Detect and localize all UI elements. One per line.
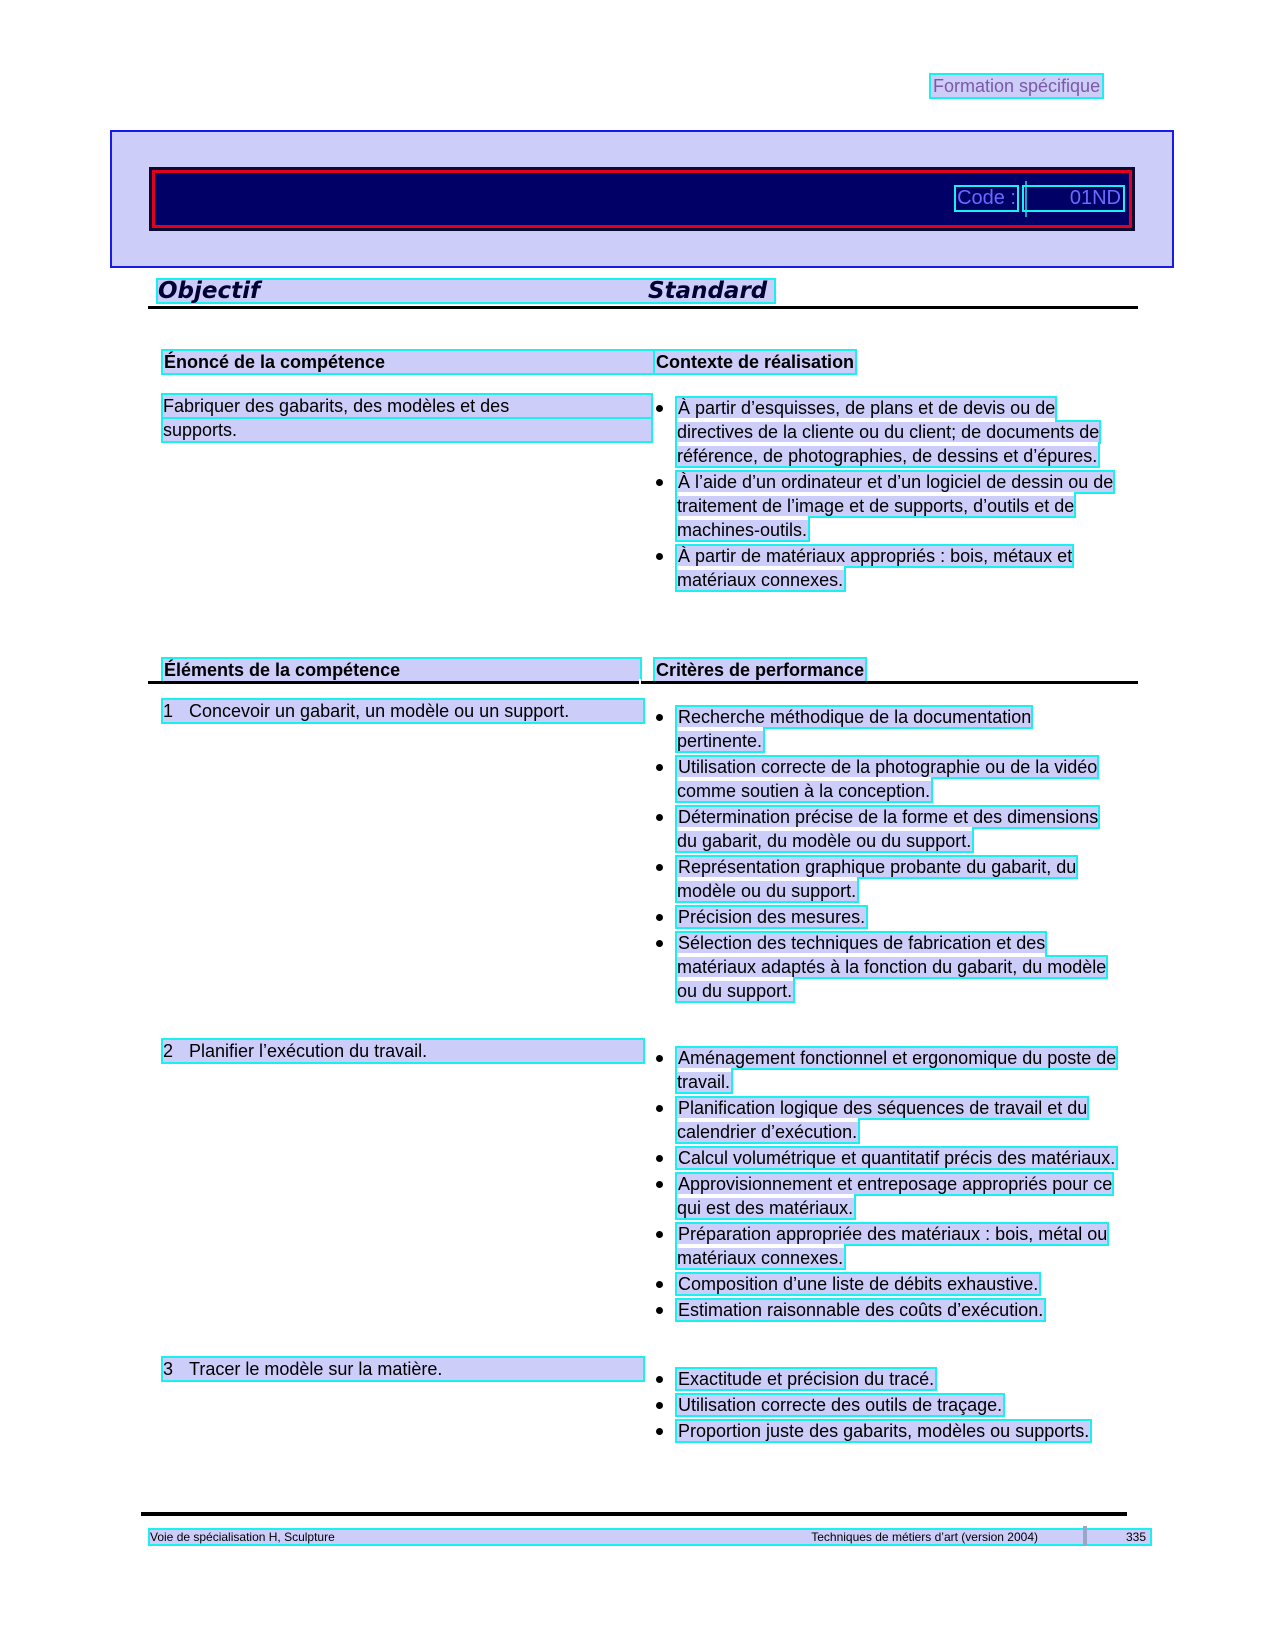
element-number: 1	[163, 701, 174, 721]
bullet-icon	[656, 714, 663, 721]
bullet-icon	[656, 479, 663, 486]
list-item: Représentation graphique probante du gabarit, du modèle ou du support.	[677, 855, 1122, 903]
list-item: À partir de matériaux appropriés : bois, métaux et matériaux connexes.	[677, 544, 1122, 592]
standard-label: Standard	[648, 278, 768, 304]
list-item: Exactitude et précision du tracé.	[677, 1367, 1122, 1391]
bullet-icon	[656, 1376, 663, 1383]
footer-left-text: Voie de spécialisation H, Sculpture	[150, 1530, 335, 1544]
element-3	[163, 1358, 643, 1380]
element-number: 3	[163, 1359, 174, 1379]
list-item: Recherche méthodique de la documentation pertinente.	[677, 705, 1122, 753]
bullet-icon	[656, 1105, 663, 1112]
enonce-heading: Énoncé de la compétence	[163, 351, 653, 373]
bullet-icon	[656, 1181, 663, 1188]
enonce-text	[163, 395, 651, 441]
enonce-line: Fabriquer des gabarits, des modèles et des	[163, 395, 651, 417]
rule-gap	[639, 679, 641, 685]
element-text: Tracer le modèle sur la matière.	[189, 1359, 443, 1379]
middle-rule	[148, 681, 1138, 684]
bullet-icon	[656, 814, 663, 821]
footer-divider	[1083, 1526, 1087, 1546]
element-1	[163, 700, 643, 722]
list-item: Proportion juste des gabarits, modèles ou supports.	[677, 1419, 1122, 1443]
element-2	[163, 1040, 643, 1062]
list-item: Calcul volumétrique et quantitatif précis des matériaux.	[677, 1146, 1122, 1170]
footer	[150, 1530, 1150, 1544]
bullet-icon	[656, 1428, 663, 1435]
footer-rule	[141, 1512, 1127, 1516]
code-bar	[152, 170, 1132, 228]
elements-heading: Éléments de la compétence	[163, 659, 640, 681]
objective-header	[158, 280, 774, 302]
element-number: 2	[163, 1041, 174, 1061]
bullet-icon	[656, 1231, 663, 1238]
criteria-list-2	[677, 1046, 1122, 1324]
bullet-icon	[656, 405, 663, 412]
list-item: Utilisation correcte des outils de traçage.	[677, 1393, 1122, 1417]
list-item: Préparation appropriée des matériaux : bois, métal ou matériaux connexes.	[677, 1222, 1122, 1270]
list-item: Détermination précise de la forme et des dimensions du gabarit, du modèle ou du support.	[677, 805, 1122, 853]
code-panel	[110, 130, 1174, 268]
list-item: Planification logique des séquences de travail et du calendrier d’exécution.	[677, 1096, 1122, 1144]
code-value: 01ND	[1024, 187, 1123, 210]
list-item: Aménagement fonctionnel et ergonomique du poste de travail.	[677, 1046, 1122, 1094]
list-item: Approvisionnement et entreposage appropriés pour ce qui est des matériaux.	[677, 1172, 1122, 1220]
bullet-icon	[656, 1402, 663, 1409]
contexte-heading: Contexte de réalisation	[656, 352, 855, 372]
list-item: Précision des mesures.	[677, 905, 1122, 929]
bullet-icon	[656, 1307, 663, 1314]
bullet-icon	[656, 914, 663, 921]
page-number: 335	[1125, 1530, 1146, 1544]
criteres-heading: Critères de performance	[656, 660, 865, 680]
code-label: Code :	[957, 187, 1016, 209]
list-item: À l’aide d’un ordinateur et d’un logiciel de dessin ou de traitement de l’image et de supports, d’outils et de machines-outils.	[677, 470, 1122, 542]
bullet-icon	[656, 864, 663, 871]
criteria-list-3	[677, 1367, 1122, 1445]
list-item: Estimation raisonnable des coûts d’exécution.	[677, 1298, 1122, 1322]
bullet-icon	[656, 764, 663, 771]
bullet-icon	[656, 1055, 663, 1062]
bullet-icon	[656, 940, 663, 947]
enonce-line: supports.	[163, 419, 651, 441]
list-item: À partir d’esquisses, de plans et de devis ou de directives de la cliente ou du client; de documents de référence, de photographies, de dessins et d’épures.	[677, 396, 1122, 468]
bullet-icon	[656, 553, 663, 560]
footer-right-text: Techniques de métiers d’art (version 2004)	[811, 1530, 1038, 1544]
objective-label: Objectif	[158, 278, 261, 304]
element-text: Concevoir un gabarit, un modèle ou un support.	[189, 701, 570, 721]
list-item: Composition d’une liste de débits exhaustive.	[677, 1272, 1122, 1296]
bullet-icon	[656, 1281, 663, 1288]
element-text: Planifier l’exécution du travail.	[189, 1041, 428, 1061]
criteria-list-1	[677, 705, 1122, 1005]
top-rule	[148, 306, 1138, 309]
contexte-list	[677, 396, 1122, 594]
list-item: Sélection des techniques de fabrication et des matériaux adaptés à la fonction du gabarit, du modèle ou du support.	[677, 931, 1122, 1003]
list-item: Utilisation correcte de la photographie ou de la vidéo comme soutien à la conception.	[677, 755, 1122, 803]
bullet-icon	[656, 1155, 663, 1162]
page-header-title: Formation spécifique	[933, 76, 1101, 96]
